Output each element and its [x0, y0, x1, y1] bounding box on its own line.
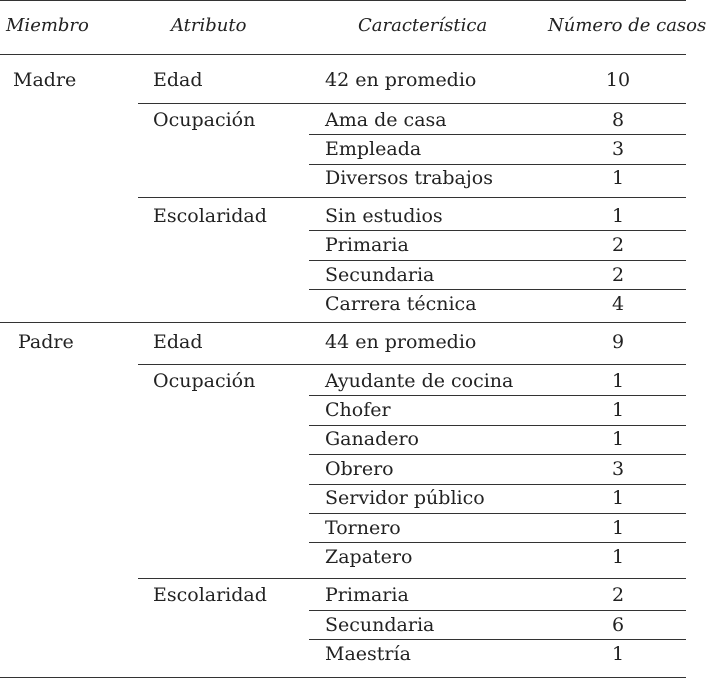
header-numero-casos: Número de casos: [548, 15, 706, 36]
madre-escolaridad-label: Escolaridad: [153, 205, 267, 227]
madre-ocupacion-count: 1: [611, 167, 625, 189]
row-rule: [138, 364, 686, 365]
padre-ocupacion-count: 1: [611, 428, 625, 450]
padre-ocupacion-item: Tornero: [325, 517, 401, 539]
row-rule: [309, 260, 686, 261]
row-rule: [138, 103, 686, 104]
padre-ocupacion-item: Ayudante de cocina: [325, 370, 514, 392]
padre-escolaridad-count: 2: [611, 584, 625, 606]
row-rule: [309, 513, 686, 514]
madre-escolaridad-count: 4: [611, 293, 625, 315]
row-rule: [309, 610, 686, 611]
madre-edad-count: 10: [605, 69, 631, 91]
row-rule: [309, 395, 686, 396]
padre-ocupacion-item: Chofer: [325, 399, 391, 421]
padre-escolaridad-item: Maestría: [325, 643, 411, 665]
row-rule: [138, 578, 686, 579]
madre-edad-label: Edad: [153, 69, 203, 91]
header-miembro: Miembro: [6, 15, 89, 36]
padre-ocupacion-label: Ocupación: [153, 370, 256, 392]
padre-ocupacion-count: 1: [611, 517, 625, 539]
madre-escolaridad-count: 2: [611, 234, 625, 256]
table-bottom-rule: [0, 677, 686, 678]
madre-escolaridad-item: Sin estudios: [325, 205, 443, 227]
padre-edad-label: Edad: [153, 331, 203, 353]
header-caracteristica: Característica: [358, 15, 488, 36]
padre-ocupacion-count: 1: [611, 487, 625, 509]
padre-escolaridad-item: Secundaria: [325, 614, 435, 636]
row-rule: [309, 484, 686, 485]
madre-escolaridad-count: 1: [611, 205, 625, 227]
row-rule: [309, 542, 686, 543]
row-rule: [309, 425, 686, 426]
row-rule: [309, 134, 686, 135]
row-rule: [309, 230, 686, 231]
row-rule: [309, 639, 686, 640]
padre-edad-count: 9: [611, 331, 625, 353]
padre-ocupacion-item: Obrero: [325, 458, 394, 480]
madre-ocupacion-item: Empleada: [325, 138, 422, 160]
madre-escolaridad-count: 2: [611, 264, 625, 286]
table-top-rule: [0, 0, 686, 1]
padre-ocupacion-item: Ganadero: [325, 428, 419, 450]
padre-escolaridad-count: 6: [611, 614, 625, 636]
madre-ocupacion-label: Ocupación: [153, 109, 256, 131]
miembro-padre: Padre: [18, 331, 74, 353]
padre-escolaridad-count: 1: [611, 643, 625, 665]
padre-ocupacion-count: 1: [611, 370, 625, 392]
madre-ocupacion-item: Ama de casa: [325, 109, 447, 131]
header-atributo: Atributo: [171, 15, 247, 36]
padre-ocupacion-count: 1: [611, 546, 625, 568]
padre-ocupacion-item: Zapatero: [325, 546, 413, 568]
madre-ocupacion-item: Diversos trabajos: [325, 167, 493, 189]
madre-escolaridad-item: Carrera técnica: [325, 293, 477, 315]
padre-ocupacion-count: 1: [611, 399, 625, 421]
madre-ocupacion-count: 8: [611, 109, 625, 131]
padre-escolaridad-label: Escolaridad: [153, 584, 267, 606]
row-rule: [138, 197, 686, 198]
row-rule: [309, 164, 686, 165]
madre-edad-value: 42 en promedio: [325, 69, 477, 91]
padre-ocupacion-count: 3: [611, 458, 625, 480]
row-rule: [309, 289, 686, 290]
madre-escolaridad-item: Primaria: [325, 234, 409, 256]
miembro-madre: Madre: [13, 69, 77, 91]
padre-escolaridad-item: Primaria: [325, 584, 409, 606]
padre-ocupacion-item: Servidor público: [325, 487, 485, 509]
padre-edad-value: 44 en promedio: [325, 331, 477, 353]
madre-escolaridad-item: Secundaria: [325, 264, 435, 286]
row-rule: [309, 454, 686, 455]
madre-ocupacion-count: 3: [611, 138, 625, 160]
group-rule: [0, 322, 686, 323]
header-bottom-rule: [0, 54, 686, 55]
